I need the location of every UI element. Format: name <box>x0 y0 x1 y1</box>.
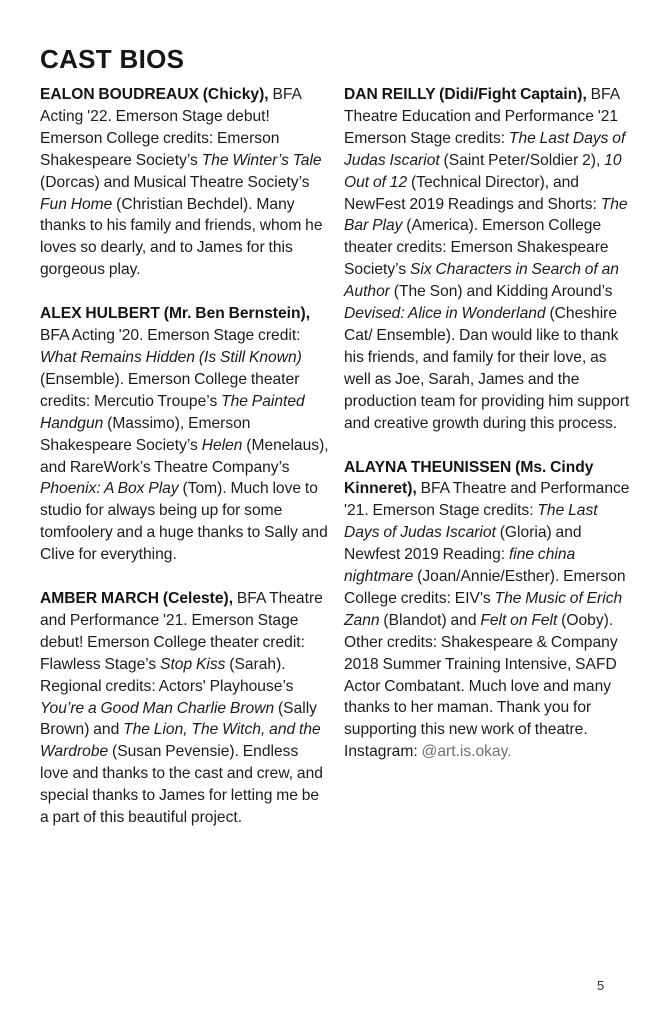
left-column <box>40 84 330 851</box>
page-number: 5 <box>597 978 605 993</box>
production-title: The Music of Erich Zann <box>344 589 623 629</box>
bio-ealon-boudreaux <box>40 84 330 281</box>
production-title: Fun Home <box>40 195 113 213</box>
bio-text: (Ooby). Other credits: Shakespeare & Company 2018 Summer Training Intensive, SAFD Actor Combatant. Much love and many thanks to her maman. Thank you for supporting this new work of theatre. Instagram: <box>344 611 618 761</box>
production-title: What Remains Hidden (Is Still Known) <box>40 348 302 366</box>
bio-text: (America). Emerson College theater credits: Emerson Shakespeare Society’s <box>344 217 609 279</box>
right-column <box>344 84 634 785</box>
bio-name: DAN REILLY (Didi/Fight Captain), <box>344 86 587 103</box>
bio-text: (Massimo), Emerson Shakespeare Society’s <box>40 414 251 454</box>
bio-text: (Ensemble). Emerson College theater credits: Mercutio Troupe’s <box>40 370 300 410</box>
page-title: CAST BIOS <box>40 44 185 74</box>
production-title: The Winter’s Tale <box>201 151 322 169</box>
bio-text: BFA Theatre and Performance '21. Emerson Stage debut! Emerson College theater credit: Flawless Stage’s <box>40 590 323 673</box>
bio-text: BFA Theatre and Performance '21. Emerson Stage credits: <box>344 480 630 520</box>
bio-alayna-theunissen <box>344 457 634 764</box>
bio-text: (Sarah). Regional credits: Actors' Playhouse’s <box>40 655 294 695</box>
bio-text: (Tom). Much love to studio for always being up for some tomfoolery and a huge thanks to Sally and Clive for everything. <box>40 480 328 564</box>
bio-alex-hulbert <box>40 303 330 566</box>
bio-text: BFA Acting '20. Emerson Stage credit: <box>40 327 301 345</box>
bio-name: EALON BOUDREAUX (Chicky), <box>40 86 269 103</box>
production-title: fine china nightmare <box>344 546 576 586</box>
bio-text: (Menelaus), and RareWork’s Theatre Company’s <box>40 436 329 476</box>
production-title: Felt on Felt <box>480 611 558 629</box>
bio-name: ALAYNA THEUNISSEN (Ms. Cindy Kinneret), <box>344 458 594 498</box>
bio-text: BFA Theatre Education and Performance '21 Emerson Stage credits: <box>344 86 620 147</box>
bio-text: (Blandot) and <box>379 611 481 629</box>
bio-text: (Dorcas) and Musical Theatre Society’s <box>40 173 310 191</box>
bio-amber-march <box>40 588 330 829</box>
production-title: Helen <box>201 436 243 454</box>
bio-text: (Technical Director), and NewFest 2019 Readings and Shorts: <box>344 173 601 213</box>
production-title: The Painted Handgun <box>40 392 305 432</box>
bio-name: AMBER MARCH (Celeste), <box>40 590 234 608</box>
bio-dan-reilly <box>344 84 634 435</box>
production-title: Phoenix: A Box Play <box>40 480 179 498</box>
production-title: 10 Out of 12 <box>344 151 622 191</box>
bio-text: (Sally Brown) and <box>40 699 317 739</box>
bio-text: BFA Acting '22. Emerson Stage debut! Emerson College credits: Emerson Shakespeare Society’s <box>40 86 302 169</box>
bio-text: (Christian Bechdel). Many thanks to his family and friends, whom he loves so dearly, and to James for this gorgeous play. <box>40 195 323 279</box>
instagram-handle: @art.is.okay. <box>421 743 512 761</box>
production-title: The Lion, The Witch, and the Wardrobe <box>40 721 321 761</box>
bio-text: (Joan/Annie/Esther). Emerson College credits: EIV's <box>344 568 626 607</box>
production-title: The Last Days of Judas Iscariot <box>344 129 626 169</box>
production-title: The Bar Play <box>344 195 628 235</box>
bio-text: (Cheshire Cat/ Ensemble). Dan would like to thank his friends, and family for their love, as well as Joe, Sarah, James and the production team for providing him support and creative growth during this process. <box>344 305 630 432</box>
bio-text: (Saint Peter/Soldier 2), <box>439 151 605 169</box>
bio-text: (The Son) and Kidding Around’s <box>389 283 613 301</box>
bio-text: (Susan Pevensie). Endless love and thanks to the cast and crew, and special thanks to James for letting me be a part of this beautiful project. <box>40 743 323 827</box>
bio-name: ALEX HULBERT (Mr. Ben Bernstein), <box>40 305 311 323</box>
production-title: The Last Days of Judas Iscariot <box>344 502 598 542</box>
production-title: You’re a Good Man Charlie Brown <box>40 699 275 717</box>
production-title: Stop Kiss <box>160 655 226 673</box>
bio-text: (Gloria) and Newfest 2019 Reading: <box>344 524 582 564</box>
production-title: Devised: Alice in Wonderland <box>344 305 546 323</box>
production-title: Six Characters in Search of an Author <box>344 261 619 301</box>
